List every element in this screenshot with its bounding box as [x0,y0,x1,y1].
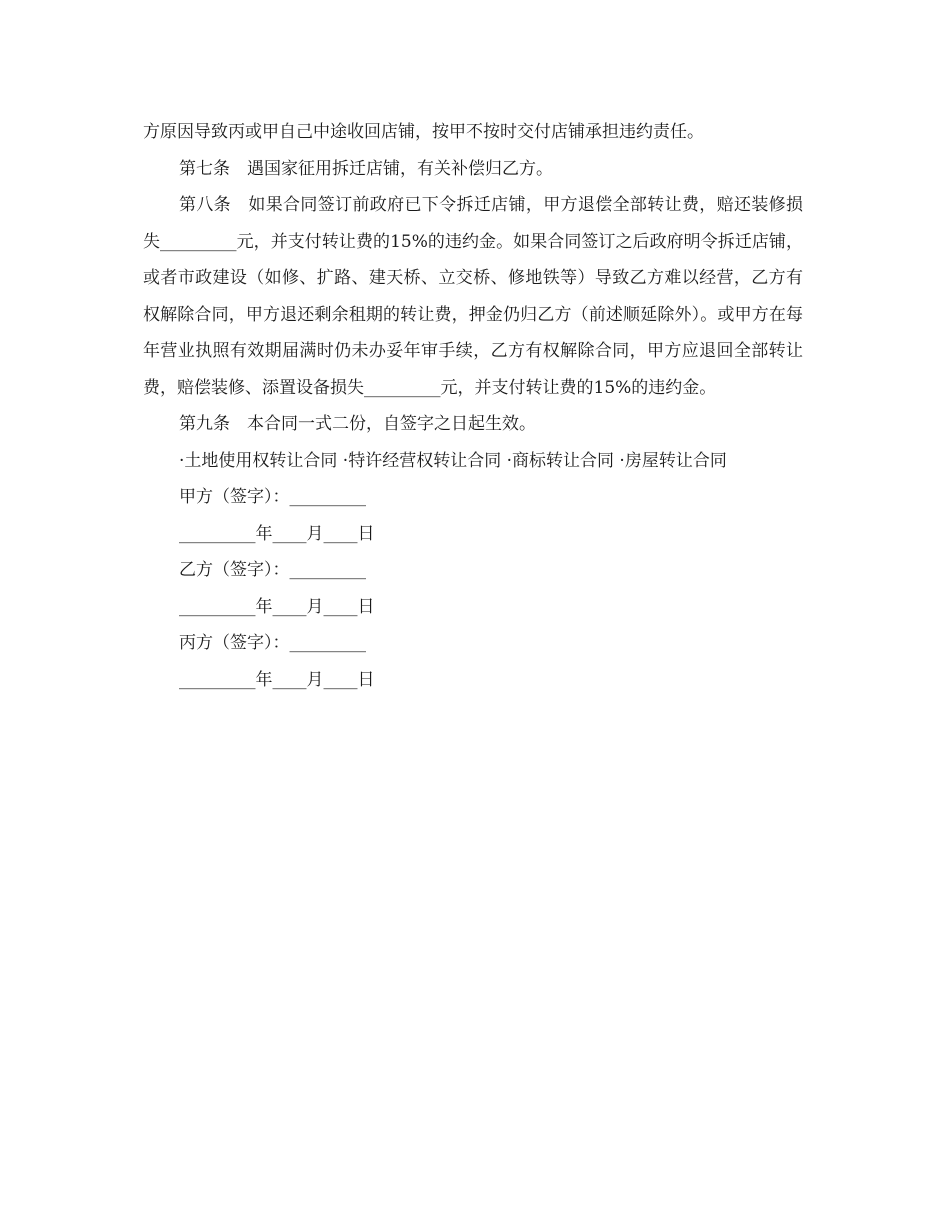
party-b-date: _________年____月____日 [179,596,375,617]
paragraph-article-7: 第七条 遇国家征用拆迁店铺，有关补偿归乙方。 [179,158,553,179]
signature-section [143,479,803,698]
paragraph-article-8: 第八条 如果合同签订前政府已下令拆迁店铺，甲方退偿全部转让费，赔还装修损失_________元，并支付转让费的15%的违约金。如果合同签订之后政府明令拆迁店铺，或者市政建设（如修、扩路、建天桥、立交桥、修地铁等）导致乙方难以经营，乙方有权解除合同，甲方退还剩余租期的转让费，押金仍归乙方（前述顺延除外）。或甲方在每年营业执照有效期届满时仍未办妥年审手续，乙方有权解除合同，甲方应退回全部转让费，赔偿装修、添置设备损失_________元，并支付转让费的15%的违约金。 [143,195,803,398]
party-a-date: _________年____月____日 [179,523,375,544]
party-b-signature: 乙方（签字）：_________ [179,560,366,580]
paragraph-article-9: 第九条 本合同一式二份，自签字之日起生效。 [179,414,536,434]
party-c-date: _________年____月____日 [179,669,375,690]
party-a-signature: 甲方（签字）：_________ [179,487,366,507]
paragraph-continuation: 方原因导致丙或甲自己中途收回店铺，按甲不按时交付店铺承担违约责任。 [143,122,704,142]
related-contracts-list: ·土地使用权转让合同 ·特许经营权转让合同 ·商标转让合同 ·房屋转让合同 [179,450,727,471]
party-c-signature: 丙方（签字）：_________ [179,633,366,653]
contract-text-block [143,114,803,698]
